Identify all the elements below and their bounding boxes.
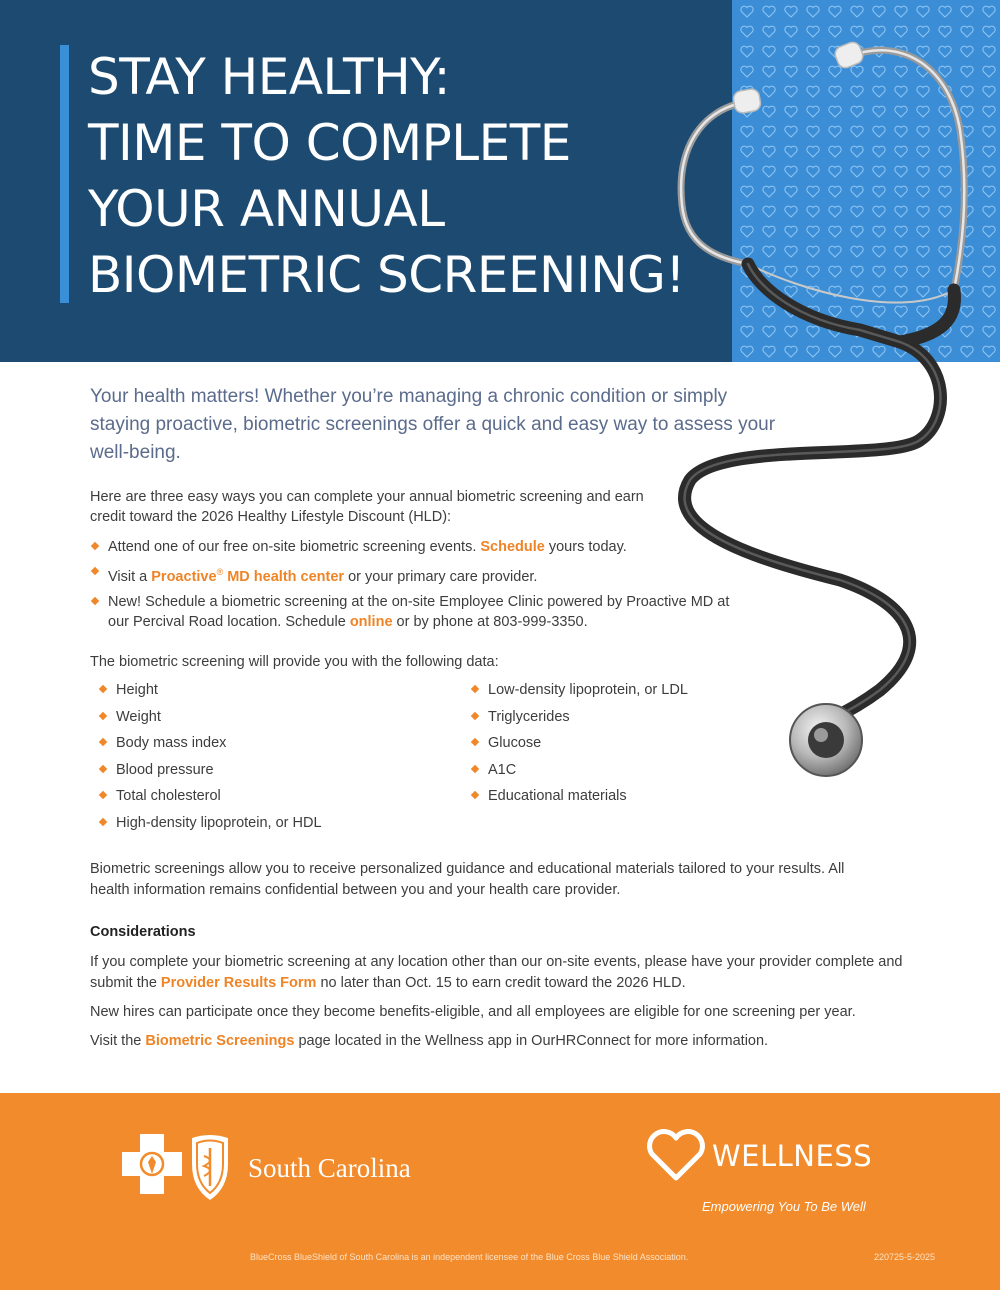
data-lead-text: The biometric screening will provide you with the following data: bbox=[90, 654, 499, 670]
wellness-tagline: Empowering You To Be Well bbox=[702, 1199, 866, 1214]
data-list-left bbox=[98, 680, 322, 839]
ways-list bbox=[90, 537, 730, 637]
considerations-paragraph-3 bbox=[90, 1031, 910, 1052]
ways-item-2-text: Visit a bbox=[108, 568, 152, 585]
list-item: Total cholesterol bbox=[98, 786, 322, 813]
list-item: Educational materials bbox=[470, 786, 688, 813]
list-item bbox=[90, 562, 730, 587]
list-item: A1C bbox=[470, 760, 688, 787]
list-item: Glucose bbox=[470, 733, 688, 760]
headline-line-1: STAY HEALTHY: bbox=[88, 48, 450, 106]
proactive-md-link[interactable] bbox=[151, 569, 344, 585]
intro-paragraph: Your health matters! Whether you’re managing a chronic condition or simply staying proactive, biometric screenings offer a quick and easy way to assess your well-being. bbox=[90, 386, 776, 463]
headline-line-2: TIME TO COMPLETE bbox=[88, 114, 571, 172]
considerations-paragraph-1 bbox=[90, 952, 910, 994]
bluecross-blueshield-logo bbox=[120, 1130, 238, 1206]
md-health-center-link-text: MD health center bbox=[223, 568, 345, 585]
list-item: High-density lipoprotein, or HDL bbox=[98, 813, 322, 840]
list-item: Triglycerides bbox=[470, 707, 688, 734]
considerations-heading: Considerations bbox=[90, 924, 196, 940]
ways-item-3-text: New! Schedule a biometric screening at the on-site Employee Clinic powered by Proactive MD at our Percival Road location. Schedule bbox=[108, 593, 730, 630]
proactive-link-text: Proactive bbox=[151, 568, 217, 585]
bluecross-icon bbox=[122, 1134, 182, 1194]
list-item bbox=[90, 537, 730, 557]
consid-p3-text: Visit the bbox=[90, 1033, 146, 1049]
biometric-screenings-link[interactable]: Biometric Screenings bbox=[145, 1033, 295, 1049]
ways-item-3-tail: or by phone at 803-999-3350. bbox=[392, 613, 588, 630]
registered-mark: ® bbox=[216, 567, 224, 577]
header-accent-bar bbox=[60, 45, 69, 303]
list-item: Low-density lipoprotein, or LDL bbox=[470, 680, 688, 707]
online-link[interactable]: online bbox=[349, 613, 393, 630]
headline-line-4: BIOMETRIC SCREENING! bbox=[88, 246, 685, 304]
south-carolina-wordmark: South Carolina bbox=[248, 1153, 411, 1183]
legal-disclaimer: BlueCross BlueShield of South Carolina is an independent licensee of the Blue Cross Blue Shield Association. bbox=[250, 1252, 689, 1262]
confidentiality-note: Biometric screenings allow you to receive personalized guidance and educational materials tailored to your results. All health information remains confidential between you and your health care provider. bbox=[90, 861, 845, 898]
schedule-link[interactable]: Schedule bbox=[480, 539, 545, 555]
list-item: Blood pressure bbox=[98, 760, 322, 787]
ways-item-1-text: Attend one of our free on-site biometric screening events. bbox=[108, 539, 481, 555]
page-title bbox=[88, 44, 728, 308]
heart-pattern-icon bbox=[732, 0, 1000, 362]
wellness-wordmark: WELLNESS bbox=[712, 1139, 873, 1173]
heart-icon bbox=[646, 1128, 706, 1182]
ways-item-2-tail: or your primary care provider. bbox=[344, 568, 538, 585]
blueshield-icon bbox=[192, 1135, 228, 1200]
provider-results-form-link[interactable]: Provider Results Form bbox=[160, 975, 317, 991]
list-item: Weight bbox=[98, 707, 322, 734]
considerations-paragraph-2: New hires can participate once they become benefits-eligible, and all employees are eligible for one screening per year. bbox=[90, 1004, 856, 1020]
ways-item-1-tail: yours today. bbox=[544, 539, 627, 555]
considerations-section bbox=[90, 952, 910, 1060]
consid-p1-text: If you complete your biometric screening at any location other than our on-site events, please have your provider complete and submit the bbox=[90, 954, 903, 991]
headline-line-3: YOUR ANNUAL bbox=[88, 180, 445, 238]
data-list-right bbox=[470, 680, 688, 813]
ways-lead-text: Here are three easy ways you can complete your annual biometric screening and earn credit toward the 2026 Healthy Lifestyle Discount (HLD): bbox=[90, 489, 644, 525]
consid-p3-tail: page located in the Wellness app in OurHRConnect for more information. bbox=[294, 1033, 769, 1049]
list-item: Height bbox=[98, 680, 322, 707]
document-code: 220725-5-2025 bbox=[874, 1252, 936, 1262]
list-item: Body mass index bbox=[98, 733, 322, 760]
consid-p1-tail: no later than Oct. 15 to earn credit toward the 2026 HLD. bbox=[316, 975, 686, 991]
list-item bbox=[90, 592, 730, 632]
